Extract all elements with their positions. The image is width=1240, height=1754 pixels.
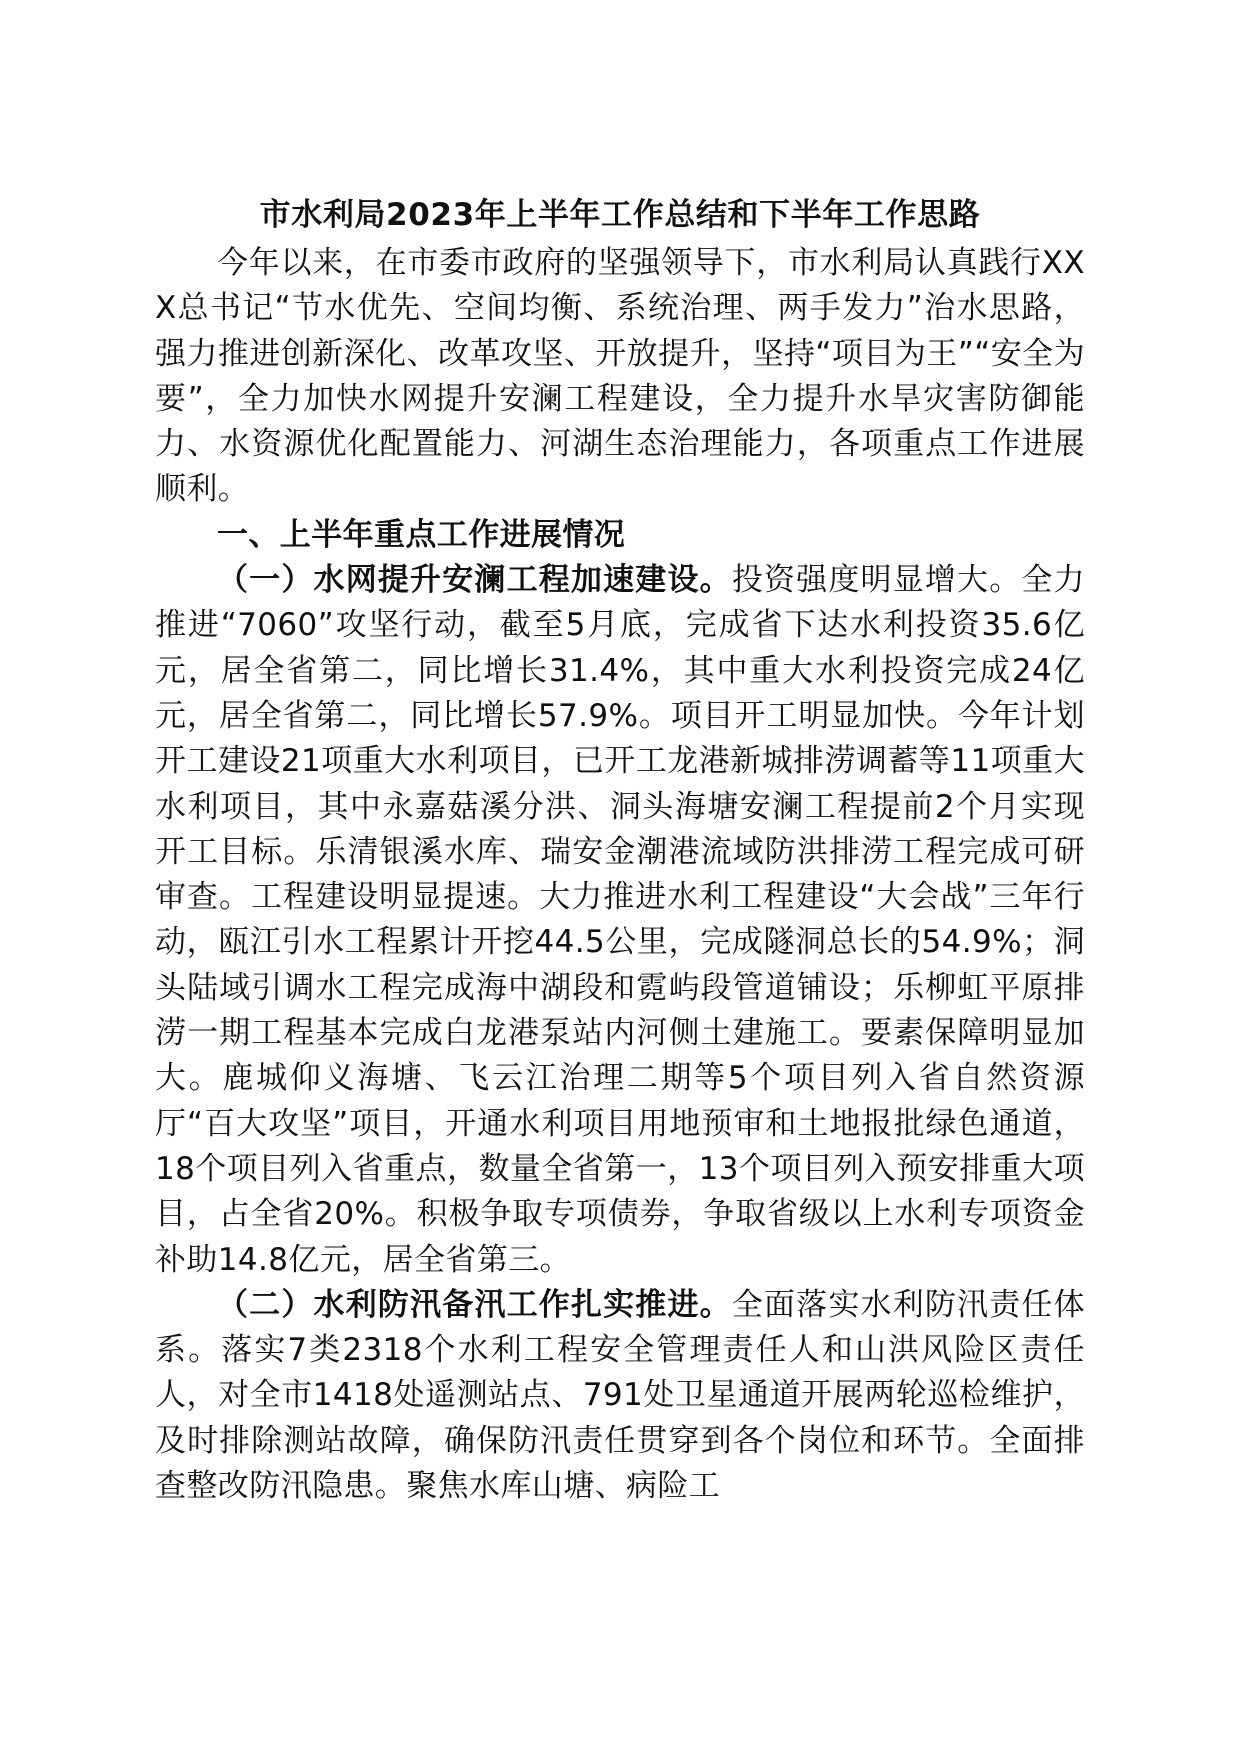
intro-paragraph: 今年以来，在市委市政府的坚强领导下，市水利局认真践行XXX总书记“节水优先、空间均衡、系统治理、两手发力”治水思路，强力推进创新深化、改革攻坚、开放提升，坚持“项目为王”“安全为要”，全力加快水网提升安澜工程建设，全力提升水旱灾害防御能力、水资源优化配置能力、河湖生态治理能力，各项重点工作进展顺利。: [155, 245, 1085, 508]
subsection-1-body: 投资强度明显增大。全力推进“7060”攻坚行动，截至5月底，完成省下达水利投资35.6亿元，居全省第二，同比增长31.4%，其中重大水利投资完成24亿元，居全省第二，同比增长57.9%。项目开工明显加快。今年计划开工建设21项重大水利项目，已开工龙港新城排涝调蓄等11项重大水利项目，其中永嘉菇溪分洪、洞头海塘安澜工程提前2个月实现开工目标。乐清银溪水库、瑞安金潮港流域防洪排涝工程完成可研审查。工程建设明显提速。大力推进水利工程建设“大会战”三年行动，瓯江引水工程累计开挖44.5公里，完成隧洞总长的54.9%；洞头陆域引调水工程完成海中湖段和霓屿段管道铺设；乐柳虹平原排涝一期工程基本完成白龙港泵站内河侧土建施工。要素保障明显加大。鹿城仰义海塘、飞云江治理二期等5个项目列入省自然资源厅“百大攻坚”项目，开通水利项目用地预审和土地报批绿色通道，18个项目列入省重点，数量全省第一，13个项目列入预安排重大项目，占全省20%。积极争取专项债券，争取省级以上水利专项资金补助14.8亿元，居全省第三。: [155, 562, 1085, 1278]
subsection-2-body: 全面落实水利防汛责任体系。落实7类2318个水利工程安全管理责任人和山洪风险区责任人，对全市1418处遥测站点、791处卫星通道开展两轮巡检维护，及时排除测站故障，确保防汛责任贯穿到各个岗位和环节。全面排查整改防汛隐患。聚焦水库山塘、病险工: [155, 1286, 1085, 1505]
document-body: [155, 193, 1085, 1509]
document-title: 市水利局2023年上半年工作总结和下半年工作思路: [259, 197, 981, 233]
subsection-2-title: （二）水利防汛备汛工作扎实推进。: [217, 1286, 732, 1323]
subsection-1-paragraph: [155, 558, 1085, 1283]
section-heading: 一、上半年重点工作进展情况: [217, 516, 626, 553]
subsection-2-paragraph: [155, 1283, 1085, 1509]
subsection-1-title: （一）水网提升安澜工程加速建设。: [217, 562, 732, 599]
